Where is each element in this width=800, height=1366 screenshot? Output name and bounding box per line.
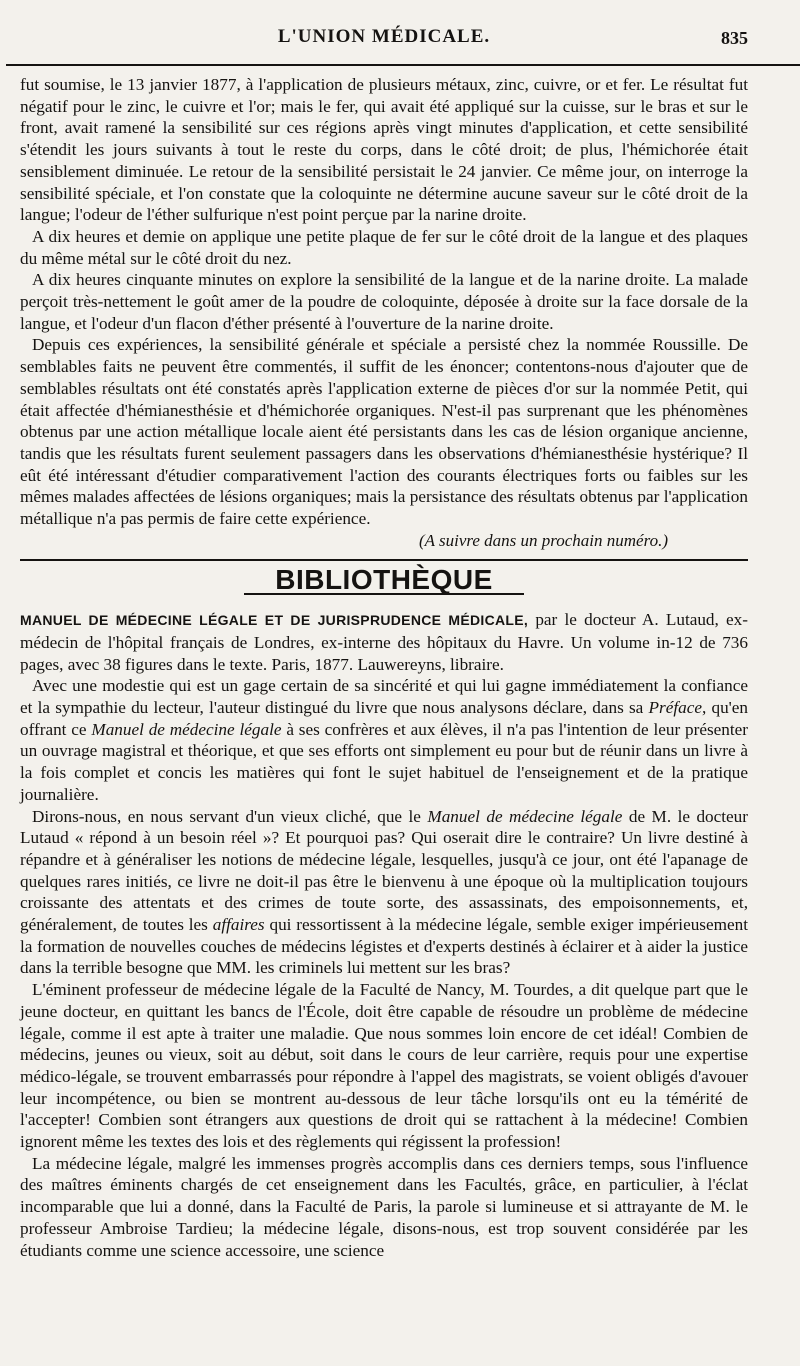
text-run: qui ressortissent à la médecine légale, semble exiger impérieusement la formation de nouvelles couches de médecins légistes et d'experts destinés à éclairer et à aider la justice dans la terrible besogne que MM. les criminels lui mettent sur les bras? bbox=[20, 915, 748, 978]
book-reference bbox=[20, 609, 748, 675]
book-details: par le docteur A. Lutaud, ex-médecin de l'hôpital français de Londres, ex-interne des hôpitaux du Havre. Un volume in-12 de 736 pages, avec 38 figures dans le texte. Paris, 1877. Lauwereyns, libraire. bbox=[20, 610, 748, 674]
article-body bbox=[20, 74, 748, 1261]
italic-run: Manuel de médecine légale bbox=[91, 719, 282, 739]
article-paragraph: fut soumise, le 13 janvier 1877, à l'application de plusieurs métaux, zinc, cuivre, or et fer. Le résultat fut négatif pour le zinc, le cuivre et l'or; mais le fer, qui avait été appliqué sur la cuisse, sur le bras et sur le front, avait ramené la sensibilité sur ces régions après vingt minutes d'application, et cette sensibilité s'étendit les jours suivants à tout le reste du corps, dans le côté droit; de plus, l'hémichorée était sensiblement diminuée. Le retour de la sensibilité persistait le 24 janvier. Ce même jour, on interroge la sensibilité spéciale, et l'on constate que la coloquinte ne détermine aucune saveur sur le côté droit de la langue; l'odeur de l'éther sulfurique n'est point perçue par la narine droite. bbox=[20, 75, 748, 225]
text-run: de M. le docteur Lutaud « répond à un besoin réel »? Et pourquoi pas? Qui oserait dire le contraire? Un livre destiné à répandre et à généraliser les notions de médecine légale, lesquelles, jusqu'à ce jour, ont été l'apanage de quelques rares initiés, ce livre ne doit-il pas être le bienvenu à une époque où la multiplication toujours croissante des attentats et des crimes de toute sorte, des assassinats, des empoisonnements, et, généralement, de toutes les bbox=[20, 806, 748, 935]
text-run: à ses confrères et aux élèves, il n'a pas l'intention de leur présenter un ouvrage magistral et théorique, et que ses efforts ont simplement eu pour but de réunir dans un livre à la fois complet et concis les matières qui font le sujet habituel de l'enseignement et de la pratique journalière. bbox=[20, 719, 748, 804]
section-rule bbox=[20, 559, 748, 561]
page-header bbox=[20, 0, 748, 56]
section-title: BIBLIOTHÈQUE bbox=[275, 564, 493, 596]
article-paragraph: A dix heures cinquante minutes on explore la sensibilité de la langue et de la narine droite. La malade perçoit très-nettement le goût amer de la poudre de coloquinte, déposée à droite sur la face dorsale de la langue, et l'odeur d'un flacon d'éther présenté à l'ouverture de la narine droite. bbox=[20, 270, 748, 333]
text-run: , qu'en offrant ce bbox=[20, 697, 748, 739]
review-paragraph bbox=[20, 675, 748, 805]
article-signoff: (A suivre dans un prochain numéro.) bbox=[419, 530, 668, 550]
header-rule bbox=[6, 64, 800, 66]
text-run: Avec une modestie qui est un gage certain de sa sincérité et qui lui gagne immédiatement la confiance et la sympathie du lecteur, l'auteur distingué du livre que nous analysons déclare, dans sa bbox=[20, 676, 748, 717]
running-title: L'UNION MÉDICALE. bbox=[277, 26, 491, 47]
page-number: 835 bbox=[721, 28, 748, 48]
italic-run: affaires bbox=[212, 915, 265, 935]
article-paragraph: A dix heures et demie on applique une petite plaque de fer sur le côté droit de la langue et des plaques du même métal sur le côté droit du nez. bbox=[20, 226, 748, 268]
text-run: Dirons-nous, en nous servant d'un vieux cliché, que le bbox=[32, 806, 428, 826]
book-title: MANUEL DE MÉDECINE LÉGALE ET DE JURISPRUDENCE MÉDICALE, bbox=[20, 612, 529, 629]
article-paragraph: Depuis ces expériences, la sensibilité générale et spéciale a persisté chez la nommée Roussille. De semblables faits ne peuvent être commentés, il suffit de les énoncer; contentons-nous d'ajouter que de semblables résultats ont été constatés après l'application externe de pièces d'or sur la nommée Petit, qui était affectée d'hémianesthésie et d'hémichorée organiques. N'est-il pas surprenant que les phénomènes obtenus par une action métallique locale aient été persistants dans les cas de lésion organique ancienne, tandis que les résultats furent seulement passagers dans les observations d'hémianesthésie hystérique? Il eût été intéressant d'étudier comparativement l'action des courants électriques forts ou faibles sur les mêmes malades affectées de lésions organiques; mais la persistance des résultats obtenus par l'application métallique n'a pas permis de faire cette expérience. bbox=[20, 335, 748, 529]
italic-run: Manuel de médecine légale bbox=[427, 806, 623, 826]
italic-run: Préface bbox=[648, 697, 702, 717]
review-paragraph: La médecine légale, malgré les immenses progrès accomplis dans ces derniers temps, sous l'influence des maîtres éminents chargés de cet enseignement dans les Facultés, grâce, en particulier, à l'éclat incomparable que lui a donné, dans la Faculté de Paris, la parole si lumineuse et si attrayante de M. le professeur Ambroise Tardieu; la médecine légale, disons-nous, est trop souvent considérée par les étudiants comme une science accessoire, une science bbox=[20, 1153, 748, 1260]
review-paragraph: L'éminent professeur de médecine légale de la Faculté de Nancy, M. Tourdes, a dit quelque part que le jeune docteur, en quittant les bancs de l'École, doit être capable de résoudre un problème de médecine légale, comme il est apte à traiter une maladie. Que nous sommes loin encore de cet idéal! Combien de médecins, jeunes ou vieux, soit au début, soit dans le cours de leur carrière, requis pour une expertise médico-légale, se trouvent embarrassés pour répondre à l'appel des magistrats, se voient obligés d'avouer leur incompétence, ou bien se montrent au-dessous de leur tâche lorsqu'ils ont eu la témérité de l'accepter! Combien sont étrangers aux questions de droit qui se rattachent à la médecine! Combien ignorent même les textes des lois et des règlements qui régissent la profession! bbox=[20, 980, 748, 1152]
review-paragraph bbox=[20, 806, 748, 980]
